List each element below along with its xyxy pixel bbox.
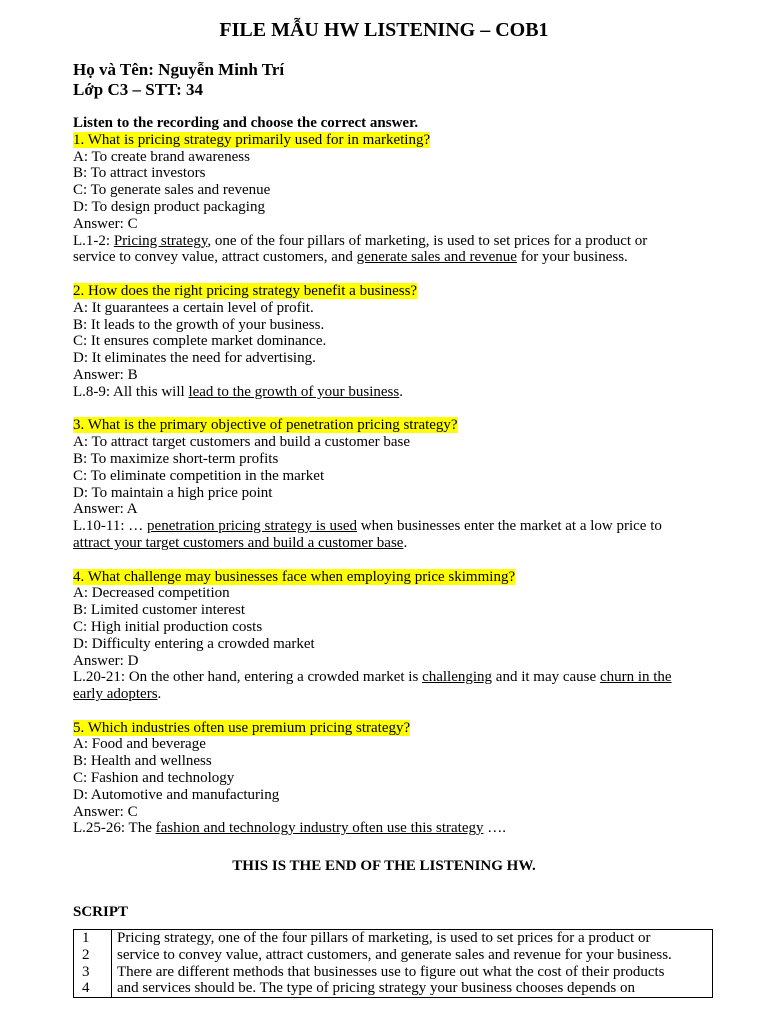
line-number: 1 xyxy=(82,930,90,946)
option-a: A: Food and beverage xyxy=(73,736,206,753)
option-c: C: It ensures complete market dominance. xyxy=(73,333,327,350)
script-line: Pricing strategy, one of the four pillars of marketing, is used to set prices for a product or xyxy=(117,930,651,946)
option-c: C: To generate sales and revenue xyxy=(73,182,271,199)
line-number: 4 xyxy=(82,980,90,997)
question-block-1 xyxy=(73,132,713,266)
question-text: 4. What challenge may businesses face when employing price skimming? xyxy=(73,568,516,585)
document-title: FILE MẪU HW LISTENING – COB1 xyxy=(219,19,549,41)
question-block-5 xyxy=(73,720,713,838)
option-b: B: To attract investors xyxy=(73,165,206,182)
evidence-cont: service to convey value, attract customers, and generate sales and revenue for your business. xyxy=(73,249,628,266)
questions-section xyxy=(73,115,713,837)
option-b: B: Limited customer interest xyxy=(73,602,246,619)
student-name: Họ và Tên: Nguyễn Minh Trí xyxy=(73,60,285,79)
option-d: D: Difficulty entering a crowded market xyxy=(73,635,315,652)
question-text: 3. What is the primary objective of penetration pricing strategy? xyxy=(73,417,458,434)
script-line: service to convey value, attract customers, and generate sales and revenue for your business. xyxy=(117,946,672,963)
option-a: A: It guarantees a certain level of profit. xyxy=(73,299,314,316)
script-text-column xyxy=(112,930,713,998)
evidence: L.8-9: All this will lead to the growth of your business. xyxy=(73,383,403,400)
question-text: 2. How does the right pricing strategy benefit a business? xyxy=(73,282,418,299)
option-d: D: Automotive and manufacturing xyxy=(73,786,280,803)
evidence: L.1-2: Pricing strategy, one of the four pillars of marketing, is used to set prices for a product or xyxy=(73,232,648,249)
student-info xyxy=(73,60,284,100)
answer: Answer: D xyxy=(73,652,139,669)
option-d: D: It eliminates the need for advertising. xyxy=(73,350,316,367)
option-c: C: High initial production costs xyxy=(73,618,263,635)
answer: Answer: C xyxy=(73,803,138,820)
option-a: A: Decreased competition xyxy=(73,585,230,602)
option-c: C: Fashion and technology xyxy=(73,770,235,787)
script-line: There are different methods that businesses use to figure out what the cost of their products xyxy=(117,963,665,980)
question-block-2 xyxy=(73,283,713,401)
question-text: 1. What is pricing strategy primarily used for in marketing? xyxy=(73,131,431,148)
student-class: Lớp C3 – STT: 34 xyxy=(73,80,204,99)
answer: Answer: A xyxy=(73,501,138,518)
script-table xyxy=(73,929,713,998)
option-c: C: To eliminate competition in the market xyxy=(73,467,325,484)
option-a: A: To create brand awareness xyxy=(73,148,250,165)
evidence: L.25-26: The fashion and technology industry often use this strategy …. xyxy=(73,820,506,837)
evidence: L.10-11: … penetration pricing strategy is used when businesses enter the market at a low price to xyxy=(73,518,662,535)
option-a: A: To attract target customers and build a customer base xyxy=(73,434,411,451)
option-d: D: To maintain a high price point xyxy=(73,484,273,501)
instruction: Listen to the recording and choose the correct answer. xyxy=(73,115,419,131)
option-d: D: To design product packaging xyxy=(73,198,265,215)
line-number: 2 xyxy=(82,946,90,963)
script-line: and services should be. The type of pricing strategy your business chooses depends on xyxy=(117,980,635,997)
script-heading: SCRIPT xyxy=(73,904,129,920)
evidence-cont: attract your target customers and build a customer base. xyxy=(73,534,408,551)
answer: Answer: C xyxy=(73,215,138,232)
option-b: B: It leads to the growth of your business. xyxy=(73,316,325,333)
end-notice: THIS IS THE END OF THE LISTENING HW. xyxy=(232,858,536,874)
line-numbers-column xyxy=(74,930,112,998)
evidence: L.20-21: On the other hand, entering a crowded market is challenging and it may cause churn in the xyxy=(73,669,672,686)
option-b: B: To maximize short-term profits xyxy=(73,450,279,467)
question-block-3 xyxy=(73,417,713,551)
question-text: 5. Which industries often use premium pricing strategy? xyxy=(73,719,411,736)
line-number: 3 xyxy=(82,963,90,980)
answer: Answer: B xyxy=(73,366,138,383)
evidence-cont: early adopters. xyxy=(73,686,162,703)
option-b: B: Health and wellness xyxy=(73,753,212,770)
question-block-4 xyxy=(73,569,713,703)
